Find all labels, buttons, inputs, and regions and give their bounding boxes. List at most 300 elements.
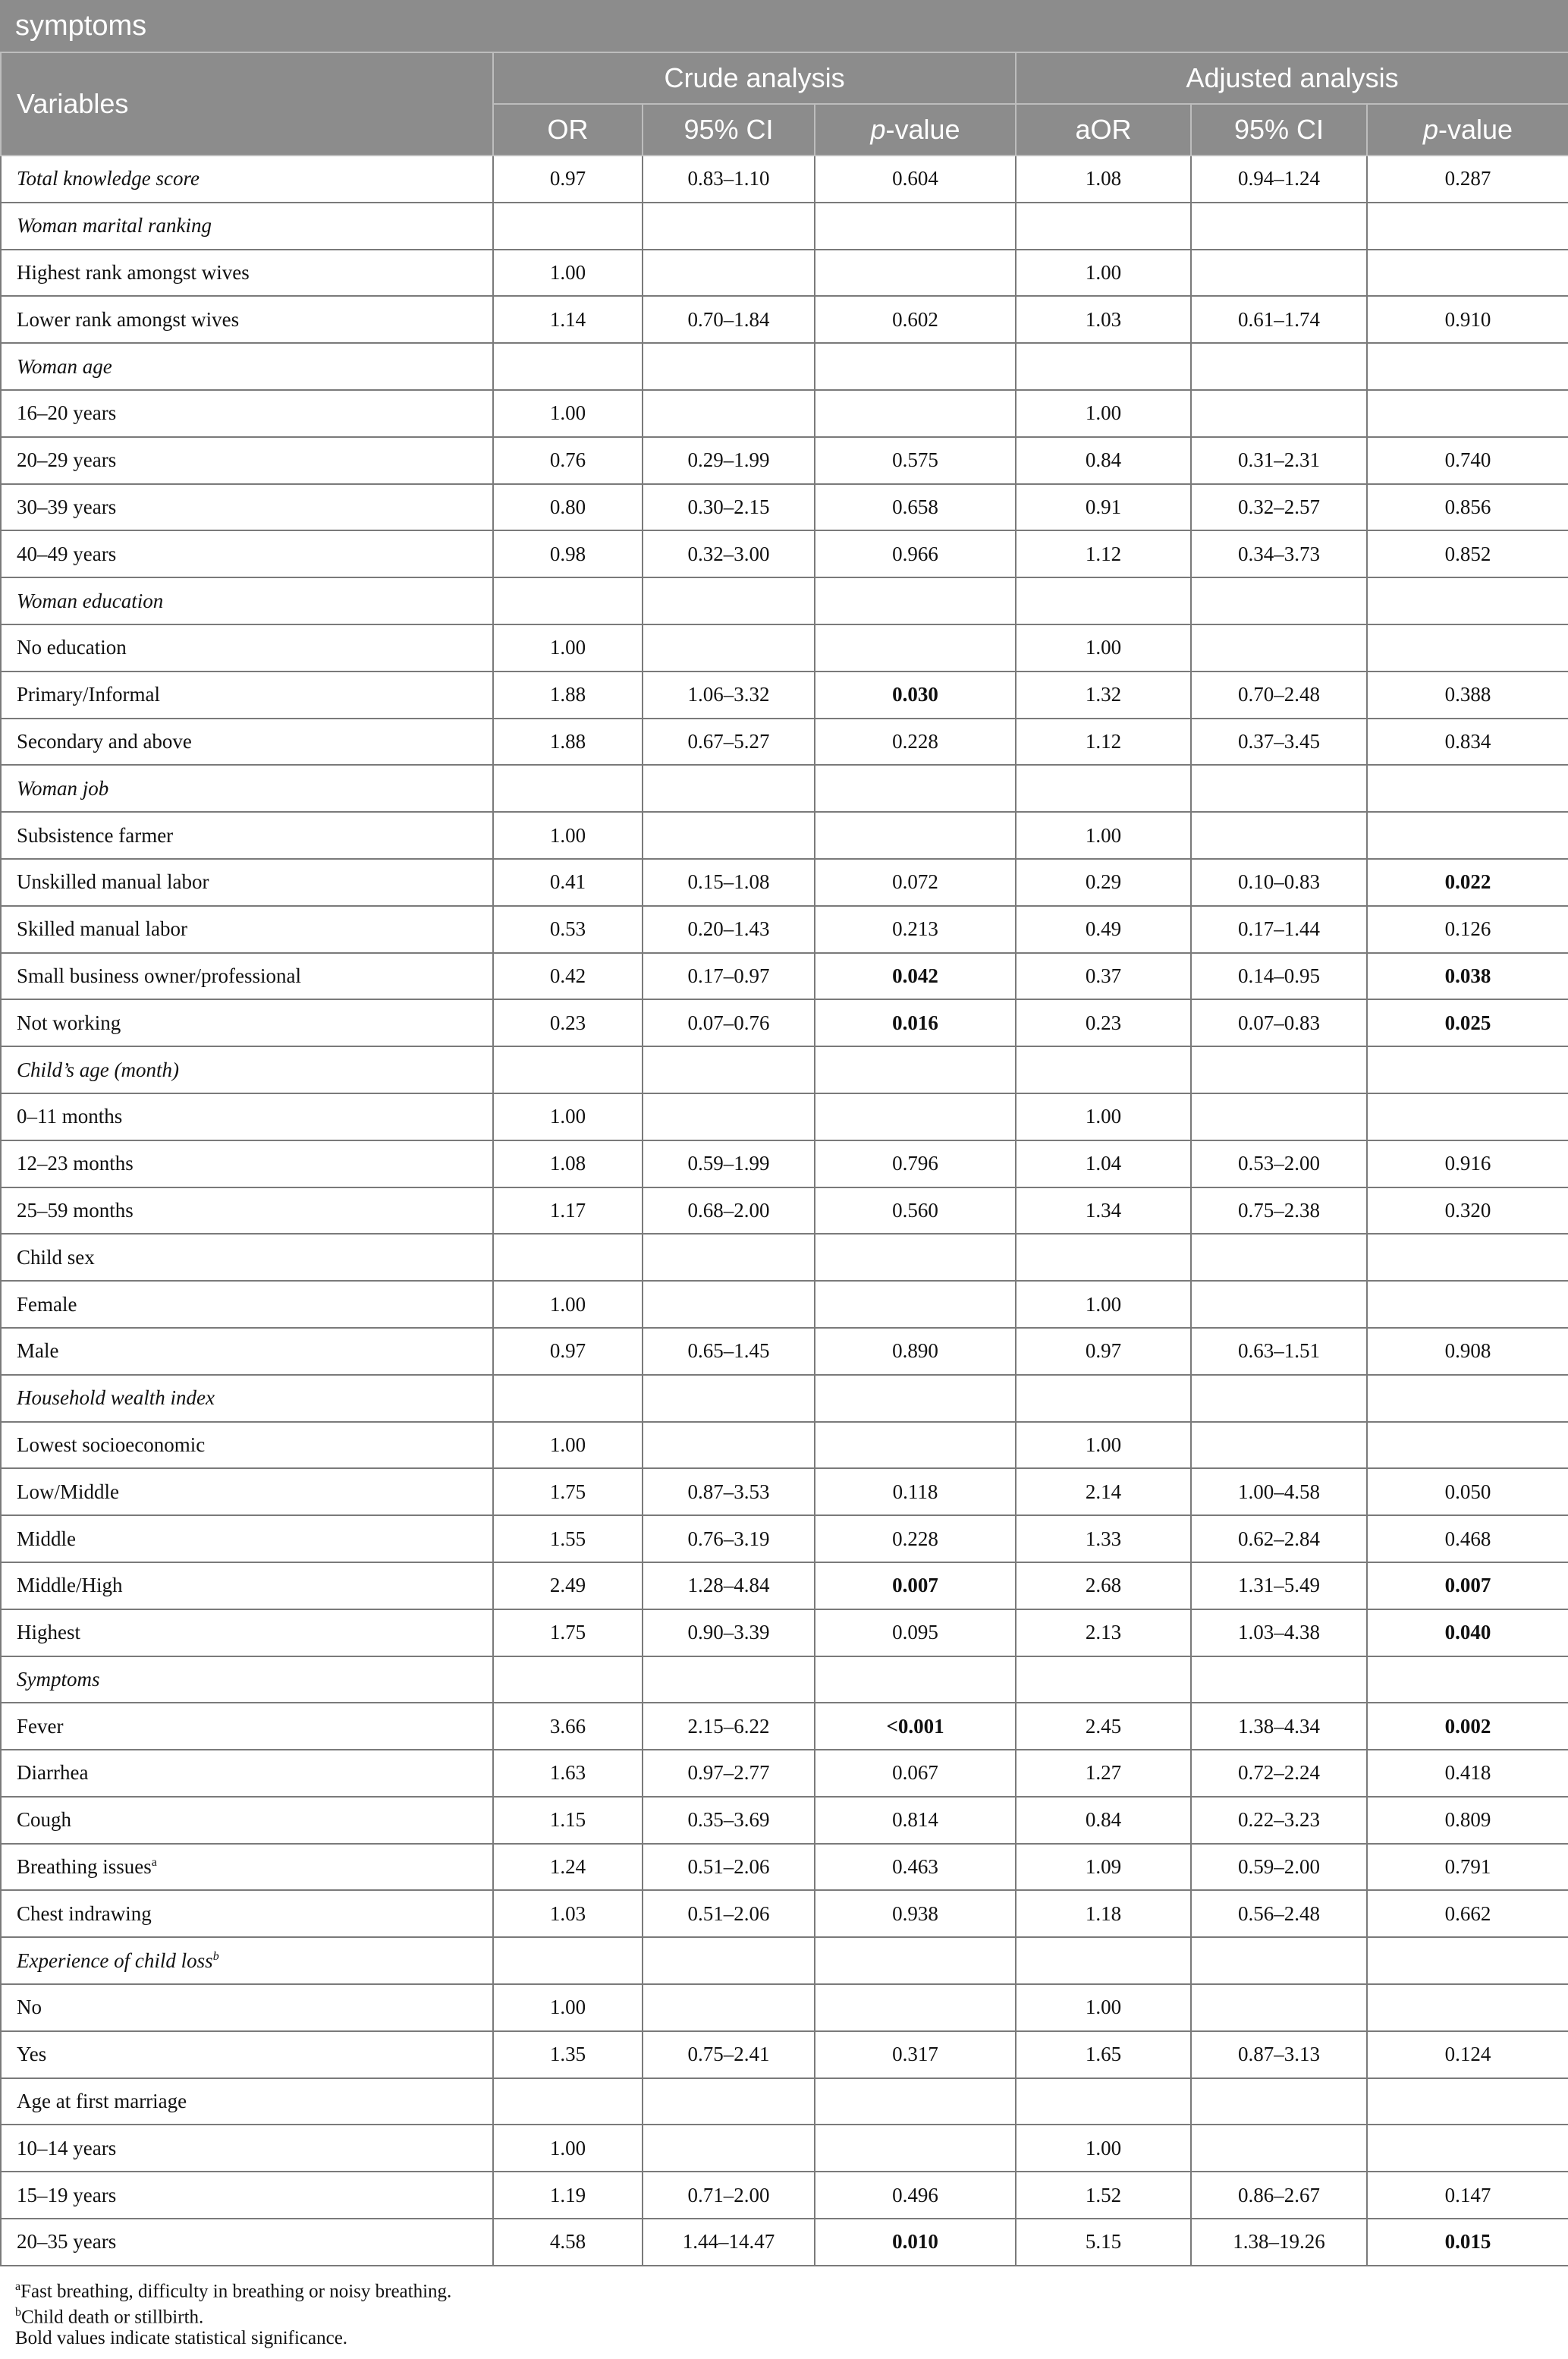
adjusted-confidence-interval-cell: 0.70–2.48 xyxy=(1191,672,1367,719)
adjusted-odds-ratio-cell: 1.09 xyxy=(1016,1844,1191,1891)
confidence-interval-cell xyxy=(643,1375,815,1422)
odds-ratio-cell: 4.58 xyxy=(493,2219,643,2266)
confidence-interval-cell: 0.70–1.84 xyxy=(643,296,815,343)
variable-label: 40–49 years xyxy=(1,530,493,577)
table-row xyxy=(1,2172,1568,2219)
adjusted-confidence-interval-cell: 0.94–1.24 xyxy=(1191,156,1367,203)
adjusted-confidence-interval-cell: 0.86–2.67 xyxy=(1191,2172,1367,2219)
adjusted-p-value-cell xyxy=(1367,1375,1568,1422)
adjusted-odds-ratio-cell: 1.12 xyxy=(1016,530,1191,577)
adjusted-odds-ratio-cell: 2.68 xyxy=(1016,1562,1191,1609)
adjusted-p-value-cell xyxy=(1367,624,1568,672)
adjusted-confidence-interval-cell: 0.34–3.73 xyxy=(1191,530,1367,577)
adjusted-p-value-cell: 0.740 xyxy=(1367,437,1568,484)
p-value-cell: 0.658 xyxy=(815,484,1016,531)
confidence-interval-cell: 0.83–1.10 xyxy=(643,156,815,203)
adjusted-confidence-interval-cell xyxy=(1191,1375,1367,1422)
confidence-interval-cell: 1.06–3.32 xyxy=(643,672,815,719)
p-value-cell xyxy=(815,1422,1016,1469)
adjusted-odds-ratio-cell xyxy=(1016,1046,1191,1093)
p-value-cell: 0.095 xyxy=(815,1609,1016,1656)
p-value-cell xyxy=(815,2125,1016,2172)
adjusted-p-value-cell: 0.662 xyxy=(1367,1890,1568,1937)
adjusted-confidence-interval-cell xyxy=(1191,765,1367,812)
adjusted-confidence-interval-cell: 0.72–2.24 xyxy=(1191,1750,1367,1797)
odds-ratio-cell: 1.35 xyxy=(493,2031,643,2078)
adjusted-odds-ratio-cell: 1.33 xyxy=(1016,1515,1191,1562)
adjusted-p-value-cell: 0.388 xyxy=(1367,672,1568,719)
adjusted-odds-ratio-cell: 1.65 xyxy=(1016,2031,1191,2078)
adjusted-p-value-cell: 0.910 xyxy=(1367,296,1568,343)
p-value-cell: 0.966 xyxy=(815,530,1016,577)
odds-ratio-cell: 1.00 xyxy=(493,812,643,859)
table-row xyxy=(1,1468,1568,1515)
adjusted-p-value-cell xyxy=(1367,2125,1568,2172)
adjusted-odds-ratio-cell: 1.00 xyxy=(1016,250,1191,297)
confidence-interval-cell xyxy=(643,765,815,812)
adjusted-p-value-cell: 0.147 xyxy=(1367,2172,1568,2219)
table-row xyxy=(1,1328,1568,1375)
p-value-cell: 0.814 xyxy=(815,1797,1016,1844)
adjusted-p-value-cell xyxy=(1367,1937,1568,1984)
table-row xyxy=(1,250,1568,297)
p-value-cell xyxy=(815,577,1016,624)
p-value-cell: 0.496 xyxy=(815,2172,1016,2219)
p-value-cell: 0.602 xyxy=(815,296,1016,343)
adjusted-p-value-cell xyxy=(1367,1046,1568,1093)
table-row xyxy=(1,1140,1568,1187)
p-value-cell: 0.890 xyxy=(815,1328,1016,1375)
table-row xyxy=(1,1515,1568,1562)
p-value-cell xyxy=(815,1234,1016,1281)
odds-ratio-cell: 1.00 xyxy=(493,2125,643,2172)
confidence-interval-cell xyxy=(643,1422,815,1469)
variable-label: 20–29 years xyxy=(1,437,493,484)
adjusted-p-value-cell xyxy=(1367,1422,1568,1469)
p-value-cell: 0.042 xyxy=(815,953,1016,1000)
p-value-cell xyxy=(815,2078,1016,2125)
adjusted-p-value-cell: 0.025 xyxy=(1367,999,1568,1046)
odds-ratio-cell: 0.98 xyxy=(493,530,643,577)
odds-ratio-cell: 1.00 xyxy=(493,1093,643,1140)
odds-ratio-cell: 1.14 xyxy=(493,296,643,343)
confidence-interval-cell: 0.76–3.19 xyxy=(643,1515,815,1562)
adjusted-p-value-cell: 0.002 xyxy=(1367,1703,1568,1750)
adjusted-p-value-cell xyxy=(1367,765,1568,812)
table-body xyxy=(1,156,1568,2266)
confidence-interval-cell xyxy=(643,624,815,672)
confidence-interval-cell xyxy=(643,812,815,859)
p-value-cell: 0.007 xyxy=(815,1562,1016,1609)
adjusted-confidence-interval-cell xyxy=(1191,343,1367,390)
p-value-cell: <0.001 xyxy=(815,1703,1016,1750)
adjusted-p-value-cell: 0.856 xyxy=(1367,484,1568,531)
adjusted-confidence-interval-cell xyxy=(1191,390,1367,437)
confidence-interval-cell: 0.68–2.00 xyxy=(643,1187,815,1235)
p-value-cell xyxy=(815,1375,1016,1422)
variable-label: Unskilled manual labor xyxy=(1,859,493,906)
variable-label: No xyxy=(1,1984,493,2031)
confidence-interval-cell xyxy=(643,1093,815,1140)
table-row xyxy=(1,390,1568,437)
confidence-interval-cell: 0.30–2.15 xyxy=(643,484,815,531)
adjusted-confidence-interval-cell xyxy=(1191,1281,1367,1328)
confidence-interval-cell xyxy=(643,1656,815,1703)
table-row xyxy=(1,624,1568,672)
adjusted-p-value-cell xyxy=(1367,203,1568,250)
variable-label: Lower rank amongst wives xyxy=(1,296,493,343)
adjusted-odds-ratio-cell: 1.52 xyxy=(1016,2172,1191,2219)
adjusted-confidence-interval-cell: 0.75–2.38 xyxy=(1191,1187,1367,1235)
odds-ratio-cell: 1.08 xyxy=(493,1140,643,1187)
confidence-interval-cell xyxy=(643,1046,815,1093)
table-row xyxy=(1,1890,1568,1937)
variable-label: Woman marital ranking xyxy=(1,203,493,250)
odds-ratio-cell xyxy=(493,2078,643,2125)
adjusted-confidence-interval-cell: 0.62–2.84 xyxy=(1191,1515,1367,1562)
adjusted-odds-ratio-cell: 0.49 xyxy=(1016,906,1191,953)
variable-label: 10–14 years xyxy=(1,2125,493,2172)
adjusted-odds-ratio-cell: 1.00 xyxy=(1016,812,1191,859)
section-row xyxy=(1,1234,1568,1281)
confidence-interval-cell: 0.20–1.43 xyxy=(643,906,815,953)
adjusted-odds-ratio-cell: 5.15 xyxy=(1016,2219,1191,2266)
odds-ratio-cell xyxy=(493,765,643,812)
adjusted-odds-ratio-cell: 2.45 xyxy=(1016,1703,1191,1750)
confidence-interval-cell: 0.29–1.99 xyxy=(643,437,815,484)
adjusted-confidence-interval-cell: 0.87–3.13 xyxy=(1191,2031,1367,2078)
adjusted-odds-ratio-cell: 1.00 xyxy=(1016,1984,1191,2031)
odds-ratio-cell xyxy=(493,1046,643,1093)
odds-ratio-cell xyxy=(493,1656,643,1703)
p-value-cell: 0.072 xyxy=(815,859,1016,906)
adjusted-p-value-cell xyxy=(1367,1234,1568,1281)
table-row xyxy=(1,1187,1568,1235)
p-value-cell: 0.604 xyxy=(815,156,1016,203)
odds-ratio-cell: 0.76 xyxy=(493,437,643,484)
adjusted-odds-ratio-cell: 0.23 xyxy=(1016,999,1191,1046)
p-value-cell xyxy=(815,343,1016,390)
adjusted-confidence-interval-cell: 0.53–2.00 xyxy=(1191,1140,1367,1187)
adjusted-p-value-cell: 0.791 xyxy=(1367,1844,1568,1891)
confidence-interval-cell: 0.71–2.00 xyxy=(643,2172,815,2219)
adjusted-p-value-cell: 0.022 xyxy=(1367,859,1568,906)
results-table xyxy=(0,52,1568,2266)
adjusted-p-value-cell xyxy=(1367,1656,1568,1703)
odds-ratio-cell: 1.00 xyxy=(493,390,643,437)
odds-ratio-cell: 1.17 xyxy=(493,1187,643,1235)
adjusted-confidence-interval-cell xyxy=(1191,1234,1367,1281)
table-row xyxy=(1,296,1568,343)
variable-label: Yes xyxy=(1,2031,493,2078)
confidence-interval-cell: 0.90–3.39 xyxy=(643,1609,815,1656)
header-adjusted-ci: 95% CI xyxy=(1191,104,1367,156)
header-aor: aOR xyxy=(1016,104,1191,156)
odds-ratio-cell: 0.41 xyxy=(493,859,643,906)
confidence-interval-cell: 0.59–1.99 xyxy=(643,1140,815,1187)
table-row xyxy=(1,812,1568,859)
adjusted-odds-ratio-cell: 0.29 xyxy=(1016,859,1191,906)
p-value-cell xyxy=(815,765,1016,812)
adjusted-odds-ratio-cell xyxy=(1016,1234,1191,1281)
adjusted-odds-ratio-cell: 1.03 xyxy=(1016,296,1191,343)
confidence-interval-cell: 1.28–4.84 xyxy=(643,1562,815,1609)
confidence-interval-cell: 0.65–1.45 xyxy=(643,1328,815,1375)
header-adjusted-analysis: Adjusted analysis xyxy=(1016,52,1568,104)
adjusted-odds-ratio-cell: 1.00 xyxy=(1016,2125,1191,2172)
confidence-interval-cell: 0.87–3.53 xyxy=(643,1468,815,1515)
adjusted-confidence-interval-cell: 0.10–0.83 xyxy=(1191,859,1367,906)
table-row xyxy=(1,999,1568,1046)
adjusted-odds-ratio-cell: 0.84 xyxy=(1016,1797,1191,1844)
confidence-interval-cell: 1.44–14.47 xyxy=(643,2219,815,2266)
confidence-interval-cell: 0.17–0.97 xyxy=(643,953,815,1000)
header-ci: 95% CI xyxy=(643,104,815,156)
variable-label: 12–23 months xyxy=(1,1140,493,1187)
table-row xyxy=(1,2031,1568,2078)
adjusted-p-value-cell: 0.040 xyxy=(1367,1609,1568,1656)
adjusted-odds-ratio-cell xyxy=(1016,1375,1191,1422)
table-row xyxy=(1,2125,1568,2172)
confidence-interval-cell xyxy=(643,2125,815,2172)
odds-ratio-cell: 1.88 xyxy=(493,672,643,719)
odds-ratio-cell xyxy=(493,343,643,390)
adjusted-p-value-cell: 0.050 xyxy=(1367,1468,1568,1515)
p-value-cell: 0.016 xyxy=(815,999,1016,1046)
p-value-cell: 0.317 xyxy=(815,2031,1016,2078)
variable-label: Subsistence farmer xyxy=(1,812,493,859)
variable-label: 30–39 years xyxy=(1,484,493,531)
table-row xyxy=(1,530,1568,577)
variable-label: Small business owner/professional xyxy=(1,953,493,1000)
confidence-interval-cell: 0.32–3.00 xyxy=(643,530,815,577)
confidence-interval-cell: 0.97–2.77 xyxy=(643,1750,815,1797)
adjusted-p-value-cell xyxy=(1367,1281,1568,1328)
confidence-interval-cell xyxy=(643,577,815,624)
adjusted-confidence-interval-cell: 0.32–2.57 xyxy=(1191,484,1367,531)
section-row xyxy=(1,1937,1568,1984)
odds-ratio-cell: 0.97 xyxy=(493,156,643,203)
variable-label: Household wealth index xyxy=(1,1375,493,1422)
variable-label: Highest xyxy=(1,1609,493,1656)
confidence-interval-cell: 0.35–3.69 xyxy=(643,1797,815,1844)
adjusted-odds-ratio-cell: 2.14 xyxy=(1016,1468,1191,1515)
odds-ratio-cell: 0.42 xyxy=(493,953,643,1000)
odds-ratio-cell: 1.00 xyxy=(493,1422,643,1469)
table-row xyxy=(1,719,1568,766)
adjusted-confidence-interval-cell: 0.22–3.23 xyxy=(1191,1797,1367,1844)
adjusted-confidence-interval-cell xyxy=(1191,1422,1367,1469)
table-row xyxy=(1,1562,1568,1609)
confidence-interval-cell xyxy=(643,1234,815,1281)
adjusted-odds-ratio-cell: 1.32 xyxy=(1016,672,1191,719)
adjusted-p-value-cell: 0.809 xyxy=(1367,1797,1568,1844)
odds-ratio-cell: 1.03 xyxy=(493,1890,643,1937)
odds-ratio-cell: 1.00 xyxy=(493,1984,643,2031)
header-p-value: p-value xyxy=(815,104,1016,156)
odds-ratio-cell: 0.53 xyxy=(493,906,643,953)
odds-ratio-cell: 1.63 xyxy=(493,1750,643,1797)
adjusted-p-value-cell: 0.007 xyxy=(1367,1562,1568,1609)
adjusted-confidence-interval-cell: 0.31–2.31 xyxy=(1191,437,1367,484)
adjusted-p-value-cell: 0.468 xyxy=(1367,1515,1568,1562)
adjusted-p-value-cell: 0.418 xyxy=(1367,1750,1568,1797)
table-footnotes xyxy=(0,2274,1568,2351)
adjusted-odds-ratio-cell: 1.12 xyxy=(1016,719,1191,766)
adjusted-odds-ratio-cell: 1.00 xyxy=(1016,1422,1191,1469)
p-value-cell: 0.228 xyxy=(815,719,1016,766)
adjusted-confidence-interval-cell: 1.38–4.34 xyxy=(1191,1703,1367,1750)
header-or: OR xyxy=(493,104,643,156)
adjusted-odds-ratio-cell: 1.00 xyxy=(1016,1281,1191,1328)
odds-ratio-cell: 1.55 xyxy=(493,1515,643,1562)
odds-ratio-cell xyxy=(493,203,643,250)
adjusted-p-value-cell: 0.287 xyxy=(1367,156,1568,203)
variable-label: Male xyxy=(1,1328,493,1375)
variable-label: Skilled manual labor xyxy=(1,906,493,953)
odds-ratio-cell: 1.19 xyxy=(493,2172,643,2219)
table-row xyxy=(1,1093,1568,1140)
odds-ratio-cell: 1.75 xyxy=(493,1609,643,1656)
footnote: $^b$Child death or stillbirth. xyxy=(15,2305,204,2328)
variable-label: 25–59 months xyxy=(1,1187,493,1235)
adjusted-p-value-cell xyxy=(1367,1093,1568,1140)
adjusted-confidence-interval-cell: 0.61–1.74 xyxy=(1191,296,1367,343)
variable-label: Child’s age (month) xyxy=(1,1046,493,1093)
section-row xyxy=(1,343,1568,390)
variable-label: Woman education xyxy=(1,577,493,624)
adjusted-p-value-cell: 0.908 xyxy=(1367,1328,1568,1375)
confidence-interval-cell: 0.07–0.76 xyxy=(643,999,815,1046)
variable-label: Woman job xyxy=(1,765,493,812)
adjusted-confidence-interval-cell xyxy=(1191,203,1367,250)
adjusted-p-value-cell: 0.834 xyxy=(1367,719,1568,766)
confidence-interval-cell: 0.15–1.08 xyxy=(643,859,815,906)
adjusted-odds-ratio-cell: 2.13 xyxy=(1016,1609,1191,1656)
p-value-cell xyxy=(815,1093,1016,1140)
table-row xyxy=(1,2219,1568,2266)
table-row xyxy=(1,1750,1568,1797)
adjusted-odds-ratio-cell: 0.91 xyxy=(1016,484,1191,531)
confidence-interval-cell: 0.67–5.27 xyxy=(643,719,815,766)
adjusted-confidence-interval-cell xyxy=(1191,1046,1367,1093)
adjusted-confidence-interval-cell xyxy=(1191,624,1367,672)
confidence-interval-cell xyxy=(643,1984,815,2031)
adjusted-odds-ratio-cell: 0.84 xyxy=(1016,437,1191,484)
adjusted-confidence-interval-cell: 0.07–0.83 xyxy=(1191,999,1367,1046)
adjusted-confidence-interval-cell: 1.03–4.38 xyxy=(1191,1609,1367,1656)
variable-label: Low/Middle xyxy=(1,1468,493,1515)
variable-label: Age at first marriage xyxy=(1,2078,493,2125)
variable-label: Primary/Informal xyxy=(1,672,493,719)
table-row xyxy=(1,1797,1568,1844)
odds-ratio-cell: 0.23 xyxy=(493,999,643,1046)
adjusted-confidence-interval-cell: 0.63–1.51 xyxy=(1191,1328,1367,1375)
p-value-cell: 0.796 xyxy=(815,1140,1016,1187)
adjusted-odds-ratio-cell xyxy=(1016,343,1191,390)
confidence-interval-cell xyxy=(643,1281,815,1328)
table-row xyxy=(1,1984,1568,2031)
adjusted-p-value-cell: 0.126 xyxy=(1367,906,1568,953)
adjusted-odds-ratio-cell: 1.34 xyxy=(1016,1187,1191,1235)
adjusted-confidence-interval-cell xyxy=(1191,1937,1367,1984)
odds-ratio-cell: 1.00 xyxy=(493,624,643,672)
odds-ratio-cell: 1.15 xyxy=(493,1797,643,1844)
p-value-cell xyxy=(815,390,1016,437)
variable-label: Not working xyxy=(1,999,493,1046)
variable-label: Secondary and above xyxy=(1,719,493,766)
adjusted-confidence-interval-cell xyxy=(1191,250,1367,297)
odds-ratio-cell xyxy=(493,577,643,624)
p-value-cell xyxy=(815,250,1016,297)
adjusted-p-value-cell: 0.038 xyxy=(1367,953,1568,1000)
adjusted-p-value-cell: 0.124 xyxy=(1367,2031,1568,2078)
adjusted-p-value-cell xyxy=(1367,343,1568,390)
adjusted-confidence-interval-cell xyxy=(1191,1984,1367,2031)
adjusted-odds-ratio-cell: 0.37 xyxy=(1016,953,1191,1000)
section-row xyxy=(1,577,1568,624)
variable-label: 16–20 years xyxy=(1,390,493,437)
variable-label: Total knowledge score xyxy=(1,156,493,203)
odds-ratio-cell: 1.75 xyxy=(493,1468,643,1515)
p-value-cell xyxy=(815,1656,1016,1703)
variable-label: Experience of child loss$^b$ xyxy=(1,1937,493,1984)
section-row xyxy=(1,2078,1568,2125)
adjusted-odds-ratio-cell: 1.00 xyxy=(1016,390,1191,437)
adjusted-confidence-interval-cell: 0.56–2.48 xyxy=(1191,1890,1367,1937)
adjusted-odds-ratio-cell: 1.00 xyxy=(1016,624,1191,672)
table-row xyxy=(1,484,1568,531)
variable-label: Middle/High xyxy=(1,1562,493,1609)
adjusted-p-value-cell xyxy=(1367,1984,1568,2031)
p-value-cell xyxy=(815,1046,1016,1093)
adjusted-odds-ratio-cell xyxy=(1016,203,1191,250)
confidence-interval-cell xyxy=(643,2078,815,2125)
table-row xyxy=(1,1422,1568,1469)
adjusted-odds-ratio-cell xyxy=(1016,2078,1191,2125)
variable-label: Lowest socioeconomic xyxy=(1,1422,493,1469)
variable-label: Child sex xyxy=(1,1234,493,1281)
adjusted-p-value-cell: 0.015 xyxy=(1367,2219,1568,2266)
confidence-interval-cell xyxy=(643,250,815,297)
variable-label: Woman age xyxy=(1,343,493,390)
adjusted-confidence-interval-cell xyxy=(1191,577,1367,624)
footnote: $^a$Fast breathing, difficulty in breathing or noisy breathing. xyxy=(15,2279,452,2302)
variable-label: Fever xyxy=(1,1703,493,1750)
odds-ratio-cell: 3.66 xyxy=(493,1703,643,1750)
section-row xyxy=(1,1656,1568,1703)
confidence-interval-cell xyxy=(643,390,815,437)
variable-label: Cough xyxy=(1,1797,493,1844)
adjusted-p-value-cell: 0.852 xyxy=(1367,530,1568,577)
variable-label: Breathing issues$^a$ xyxy=(1,1844,493,1891)
footnote: Bold values indicate statistical significance. xyxy=(15,2327,348,2348)
adjusted-p-value-cell: 0.916 xyxy=(1367,1140,1568,1187)
adjusted-odds-ratio-cell xyxy=(1016,1937,1191,1984)
odds-ratio-cell: 0.97 xyxy=(493,1328,643,1375)
section-row xyxy=(1,203,1568,250)
variable-label: Symptoms xyxy=(1,1656,493,1703)
odds-ratio-cell: 1.88 xyxy=(493,719,643,766)
adjusted-confidence-interval-cell: 1.31–5.49 xyxy=(1191,1562,1367,1609)
variable-label: 20–35 years xyxy=(1,2219,493,2266)
variable-label: 0–11 months xyxy=(1,1093,493,1140)
p-value-cell xyxy=(815,1281,1016,1328)
confidence-interval-cell xyxy=(643,203,815,250)
header-variables: Variables xyxy=(1,52,493,156)
adjusted-confidence-interval-cell xyxy=(1191,1093,1367,1140)
odds-ratio-cell: 2.49 xyxy=(493,1562,643,1609)
